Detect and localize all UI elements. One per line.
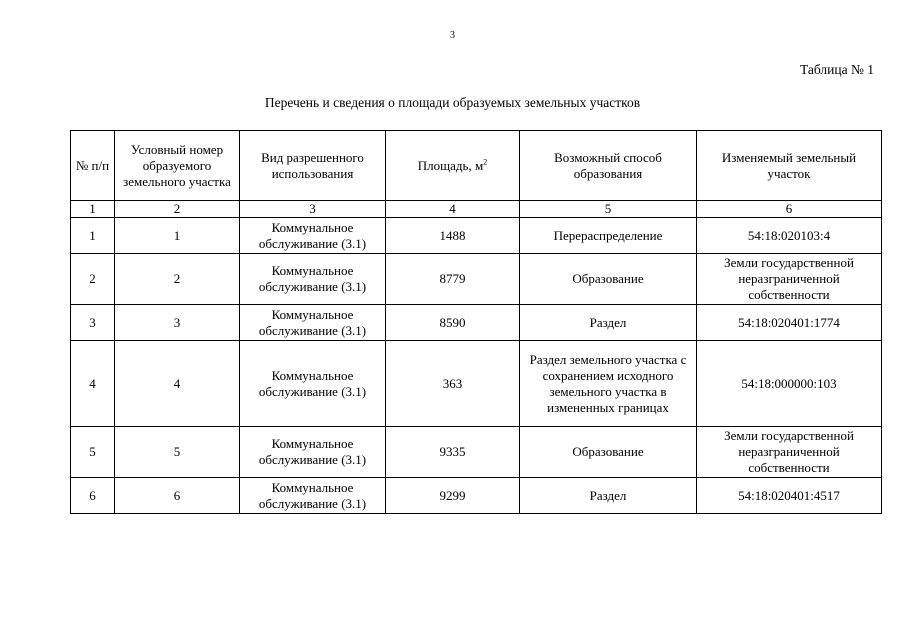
cell-area: 1488 <box>386 218 520 254</box>
cell-plot-id: 2 <box>115 254 240 305</box>
column-number: 4 <box>386 201 520 218</box>
cell-plot-id: 5 <box>115 427 240 478</box>
cell-num: 4 <box>71 341 115 427</box>
column-number-row <box>71 201 882 218</box>
cell-parent-plot: Земли государственной неразграниченной собственности <box>697 254 882 305</box>
header-area-unit-power: 2 <box>483 157 488 167</box>
table-header-row <box>71 131 882 201</box>
header-area-text: Площадь, м <box>417 157 484 173</box>
cell-method: Образование <box>520 254 697 305</box>
cell-permitted-use: Коммунальное обслуживание (3.1) <box>240 218 386 254</box>
table-row <box>71 254 882 305</box>
cell-area: 363 <box>386 341 520 427</box>
column-number: 3 <box>240 201 386 218</box>
header-area <box>386 131 520 201</box>
column-number: 1 <box>71 201 115 218</box>
cell-permitted-use: Коммунальное обслуживание (3.1) <box>240 254 386 305</box>
cell-permitted-use: Коммунальное обслуживание (3.1) <box>240 305 386 341</box>
cell-permitted-use: Коммунальное обслуживание (3.1) <box>240 478 386 514</box>
page-number: 3 <box>450 30 455 41</box>
cell-plot-id: 1 <box>115 218 240 254</box>
column-number: 5 <box>520 201 697 218</box>
cell-parent-plot: 54:18:000000:103 <box>697 341 882 427</box>
header-num: № п/п <box>71 131 115 201</box>
cell-parent-plot: 54:18:020401:1774 <box>697 305 882 341</box>
cell-method: Раздел <box>520 305 697 341</box>
land-plots-table <box>70 130 882 514</box>
document-title: Перечень и сведения о площади образуемых земельных участков <box>264 95 641 110</box>
cell-area: 8590 <box>386 305 520 341</box>
column-number: 2 <box>115 201 240 218</box>
header-parent-plot: Изменяемый земельный участок <box>697 131 882 201</box>
table-row <box>71 305 882 341</box>
cell-plot-id: 3 <box>115 305 240 341</box>
cell-method: Раздел земельного участка с сохранением исходного земельного участка в измененных границах <box>520 341 697 427</box>
cell-method: Раздел <box>520 478 697 514</box>
cell-num: 2 <box>71 254 115 305</box>
table-row <box>71 341 882 427</box>
cell-area: 9335 <box>386 427 520 478</box>
header-permitted-use: Вид разрешенного использования <box>240 131 386 201</box>
table-row <box>71 218 882 254</box>
cell-method: Перераспределение <box>520 218 697 254</box>
cell-method: Образование <box>520 427 697 478</box>
cell-parent-plot: 54:18:020103:4 <box>697 218 882 254</box>
cell-plot-id: 4 <box>115 341 240 427</box>
column-number: 6 <box>697 201 882 218</box>
cell-permitted-use: Коммунальное обслуживание (3.1) <box>240 427 386 478</box>
cell-num: 1 <box>71 218 115 254</box>
cell-num: 6 <box>71 478 115 514</box>
cell-num: 3 <box>71 305 115 341</box>
cell-area: 8779 <box>386 254 520 305</box>
table-label: Таблица № 1 <box>800 62 874 77</box>
header-plot-id: Условный номер образуемого земельного участка <box>115 131 240 201</box>
table-row <box>71 478 882 514</box>
cell-num: 5 <box>71 427 115 478</box>
cell-plot-id: 6 <box>115 478 240 514</box>
cell-permitted-use: Коммунальное обслуживание (3.1) <box>240 341 386 427</box>
cell-area: 9299 <box>386 478 520 514</box>
cell-parent-plot: 54:18:020401:4517 <box>697 478 882 514</box>
cell-parent-plot: Земли государственной неразграниченной собственности <box>697 427 882 478</box>
table-row <box>71 427 882 478</box>
header-method: Возможный способ образования <box>520 131 697 201</box>
